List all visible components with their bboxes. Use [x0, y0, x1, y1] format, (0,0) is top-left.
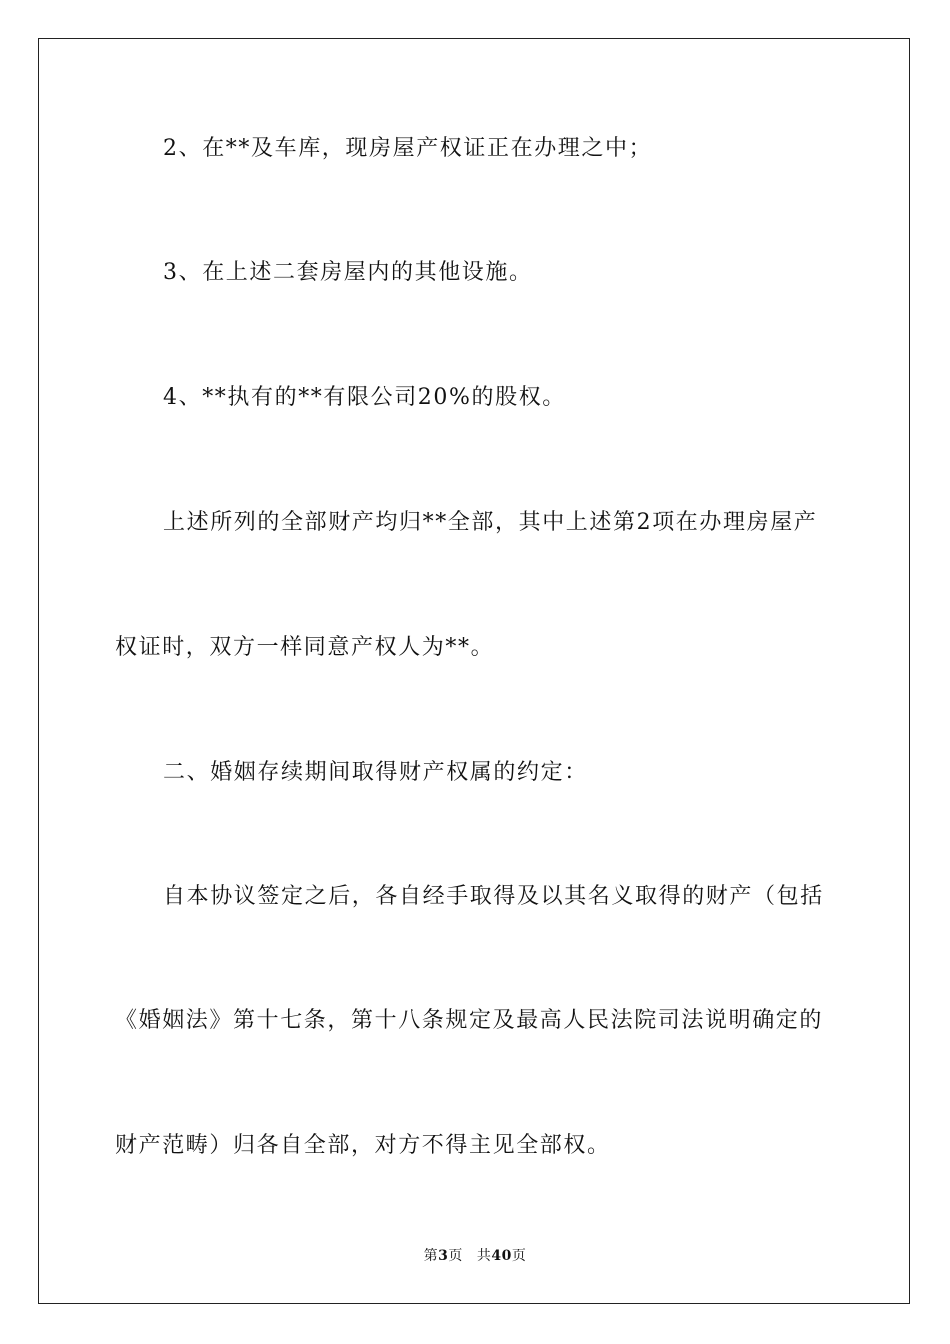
- paragraph-agreement-line-3: 财产范畴）归各自全部，对方不得主见全部权。: [115, 1133, 611, 1158]
- footer-page-number: 3: [438, 1248, 449, 1264]
- footer-page-prefix: 第: [423, 1248, 439, 1264]
- paragraph-ownership-line-1: 上述所列的全部财产均归**全部，其中上述第2项在办理房屋产: [163, 510, 818, 535]
- paragraph-item-4: 4、**执有的**有限公司20%的股权。: [163, 385, 566, 410]
- paragraph-item-2: 2、在**及车库，现房屋产权证正在办理之中；: [163, 136, 653, 161]
- footer-page-suffix: 页: [448, 1248, 463, 1264]
- paragraph-item-3: 3、在上述二套房屋内的其他设施。: [163, 260, 533, 285]
- section-heading-two: 二、婚姻存续期间取得财产权属的约定：: [163, 760, 588, 785]
- paragraph-agreement-line-2: 《婚姻法》第十七条，第十八条规定及最高人民法院司法说明确定的: [115, 1008, 824, 1033]
- page-footer: [0, 1245, 950, 1265]
- page-border: [38, 38, 910, 1304]
- footer-total-prefix: 共: [476, 1248, 492, 1264]
- footer-total-pages: 40: [491, 1248, 512, 1264]
- paragraph-ownership-line-2: 权证时，双方一样同意产权人为**。: [115, 635, 495, 660]
- paragraph-agreement-line-1: 自本协议签定之后，各自经手取得及以其名义取得的财产（包括: [163, 884, 824, 909]
- footer-total-suffix: 页: [511, 1248, 527, 1264]
